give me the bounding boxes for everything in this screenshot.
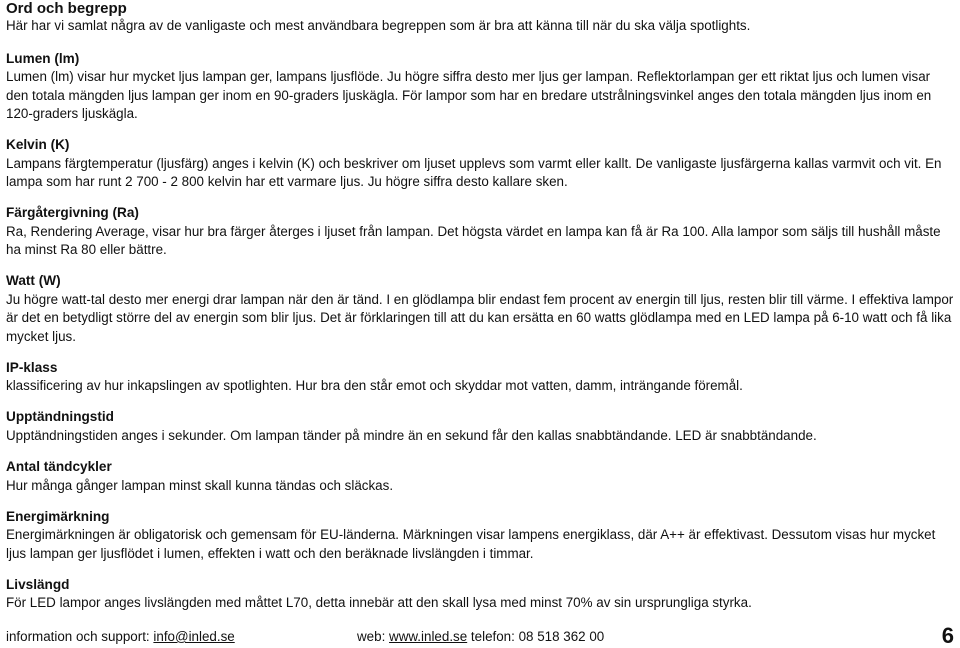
- section-heading: Lumen (lm): [6, 50, 80, 66]
- section-text: klassificering av hur inkapslingen av spotlighten. Hur bra den står emot och skyddar mot vatten, damm, inträngande föremål.: [6, 378, 743, 394]
- support-info: [6, 627, 235, 647]
- phone-label: telefon:: [470, 629, 515, 644]
- contact-info: [357, 627, 604, 647]
- section-text: För LED lampor anges livslängden med måttet L70, detta innebär att den skall lysa med minst 70% av sin ursprungliga styrka.: [6, 595, 752, 611]
- page-number: 6: [941, 623, 954, 648]
- section-heading: Watt (W): [6, 273, 61, 289]
- section-text: Lampans färgtemperatur (ljusfärg) anges i kelvin (K) och beskriver om ljuset upplevs som varmt eller kallt. De vanligaste ljusfärgerna kallas varmvit och vit. En lampa som har runt 2 700 - 2 800 kelvin har ett varmare ljus. Ju högre siffra desto kallare sken.: [6, 155, 942, 190]
- intro-text: Här har vi samlat några av de vanligaste och mest användbara begreppen som är bra att känna till när du ska välja spotlights.: [6, 18, 751, 33]
- phone-number: 08 518 362 00: [518, 629, 605, 644]
- section-text: Ra, Rendering Average, visar hur bra färger återges i ljuset från lampan. Det högsta värdet en lampa kan få är Ra 100. Alla lampor som säljs till hushåll måste ha minst Ra 80 eller bättre.: [6, 223, 941, 258]
- section-livslangd: [6, 576, 954, 613]
- section-heading: Upptändningstid: [6, 409, 114, 425]
- section-upptandningstid: [6, 408, 954, 445]
- section-fargatergivning: [6, 204, 954, 260]
- section-text: Hur många gånger lampan minst skall kunna tändas och släckas.: [6, 477, 394, 493]
- section-watt: [6, 272, 954, 346]
- section-heading: Energimärkning: [6, 508, 110, 524]
- support-email-link[interactable]: info@inled.se: [153, 629, 235, 644]
- section-ip-klass: [6, 359, 954, 396]
- section-text: Upptändningstiden anges i sekunder. Om lampan tänder på mindre än en sekund får den kallas snabbtändande. LED är snabbtändande.: [6, 427, 817, 443]
- document-title: Ord och begrepp: [6, 0, 127, 17]
- page-footer: [6, 623, 954, 648]
- section-energimarkning: [6, 508, 954, 564]
- support-label: information och support:: [6, 629, 150, 644]
- web-label: web:: [357, 629, 386, 644]
- section-text: Ju högre watt-tal desto mer energi drar lampan när den är tänd. I en glödlampa blir endast fem procent av energin till ljus, resten blir till värme. I effektiva lampor är det en betydligt större del av energin som blir ljus. Det är förklaringen till att du kan ersätta en 60 watts glödlampa med en LED lampa på 6-10 watt och få lika mycket ljus.: [6, 291, 954, 344]
- section-lumen: [6, 50, 954, 124]
- section-kelvin: [6, 136, 954, 192]
- section-antal-tandcykler: [6, 458, 954, 495]
- section-heading: Färgåtergivning (Ra): [6, 205, 139, 221]
- section-heading: IP-klass: [6, 359, 58, 375]
- section-text: Lumen (lm) visar hur mycket ljus lampan ger, lampans ljusflöde. Ju högre siffra desto mer ljus ger lampan. Reflektorlampan ger ett riktat ljus och lumen visar den totala mängden ljus lampan ger inom en 90-graders ljuskägla. För lampor som har en bredare utstrålningsvinkel anges den totala mängden ljus inom en 120-graders ljuskägla.: [6, 69, 932, 121]
- website-link[interactable]: www.inled.se: [389, 629, 468, 644]
- section-heading: Livslängd: [6, 576, 70, 592]
- section-heading: Kelvin (K): [6, 137, 70, 153]
- section-heading: Antal tändcykler: [6, 459, 112, 475]
- section-text: Energimärkningen är obligatorisk och gemensam för EU-länderna. Märkningen visar lampens energiklass, där A++ är effektivast. Dessutom visas hur mycket ljus lampan ger ljusflödet i lumen, effekten i watt och den beräknade livslängden i timmar.: [6, 527, 936, 561]
- document: [6, 0, 954, 625]
